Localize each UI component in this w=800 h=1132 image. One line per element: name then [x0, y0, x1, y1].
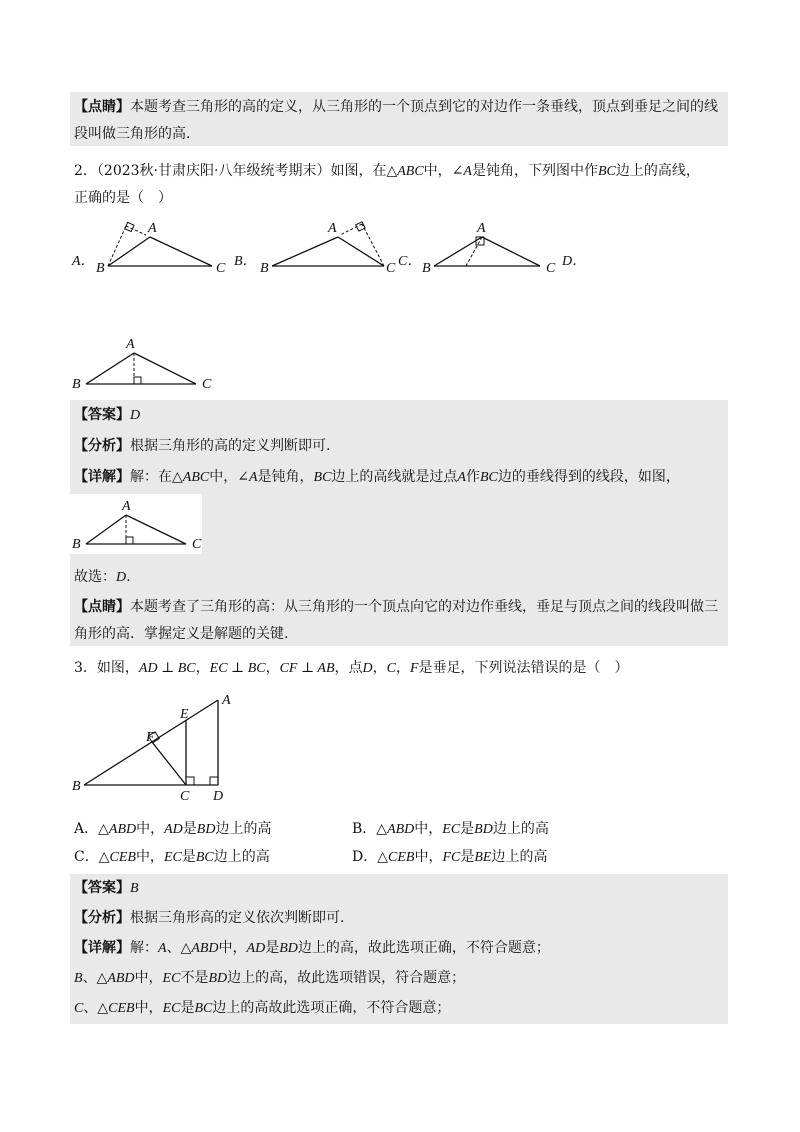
q3-stem: 3．如图，AD ⊥ BC，EC ⊥ BC，CF ⊥ AB，点D，C，F是垂足，下列说法错误的是（ ）	[74, 660, 629, 676]
q3-detail-c: C、△CEB中，EC是BC边上的高故此选项正确，不符合题意；	[74, 1000, 451, 1016]
q3-analysis: 【分析】根据三角形高的定义依次判断即可.	[74, 910, 345, 926]
svg-text:B: B	[72, 377, 81, 392]
q3-option-b: B．△ABD中，EC是BD边上的高	[352, 821, 549, 837]
q2-note-line1: 【点睛】本题考查了三角形的高：从三角形的一个顶点向它的对边作垂线，垂足与顶点之间的线段叫做三	[74, 599, 718, 615]
q2-stem-line1: 2．（2023秋·甘肃庆阳·八年级统考期末）如图，在△ABC中，∠A是钝角，下列图中作BC边上的高线，	[74, 163, 700, 179]
q2-stem-line2: 正确的是（ ）	[74, 190, 172, 206]
svg-text:B: B	[96, 261, 105, 276]
svg-text:C: C	[192, 537, 202, 552]
q3-detail-a: 【详解】解：A、△ABD中，AD是BD边上的高，故此选项正确，不符合题意；	[74, 940, 550, 956]
q2-detail: 【详解】解：在△ABC中，∠A是钝角，BC边上的高线就是过点A作BC边的垂线得到的线段，如图，	[74, 469, 680, 485]
q3-option-d: D．△CEB中，FC是BE边上的高	[352, 849, 548, 865]
q1-note-line2: 段叫做三角形的高.	[74, 126, 191, 142]
q2-note-line2: 角形的高．掌握定义是解题的关键.	[74, 626, 289, 642]
svg-text:C: C	[202, 377, 212, 392]
q2-option-a-label: A．	[72, 254, 95, 269]
svg-text:C: C	[216, 261, 226, 276]
q1-note-line1: 【点睛】本题考查三角形的高的定义，从三角形的一个顶点到它的对边作一条垂线，顶点到垂足之间的线	[74, 99, 718, 115]
q2-option-b-label: B．	[234, 254, 257, 269]
q3-label-f: F	[146, 730, 155, 745]
svg-text:A: A	[148, 221, 157, 236]
q3-label-e: E	[180, 707, 189, 722]
svg-text:C: C	[386, 261, 396, 276]
q3-label-a: A	[222, 693, 231, 708]
svg-text:B: B	[422, 261, 431, 276]
q3-answer: 【答案】B	[74, 880, 139, 896]
svg-text:B: B	[72, 537, 81, 552]
q2-option-c-label: C．	[398, 254, 422, 269]
q2-analysis: 【分析】根据三角形的高的定义判断即可.	[74, 438, 331, 454]
q3-detail-b: B、△ABD中，EC不是BD边上的高，故此选项错误，符合题意；	[74, 970, 466, 986]
svg-text:A: A	[126, 337, 135, 352]
q3-label-c: C	[180, 789, 190, 804]
svg-text:C: C	[546, 261, 556, 276]
q3-option-a: A．△ABD中，AD是BD边上的高	[74, 821, 272, 837]
q3-label-b: B	[72, 779, 81, 794]
q2-conclusion: 故选：D.	[74, 569, 131, 585]
svg-text:A: A	[122, 499, 131, 514]
q3-option-c: C．△CEB中，EC是BC边上的高	[74, 849, 270, 865]
svg-text:A: A	[328, 221, 337, 236]
q2-answer: 【答案】D	[74, 407, 141, 423]
svg-text:B: B	[260, 261, 269, 276]
q3-label-d: D	[213, 789, 224, 804]
q1-note-label: 【点睛】	[74, 99, 130, 115]
svg-text:A: A	[477, 221, 486, 236]
q2-option-d-label: D．	[562, 254, 587, 269]
